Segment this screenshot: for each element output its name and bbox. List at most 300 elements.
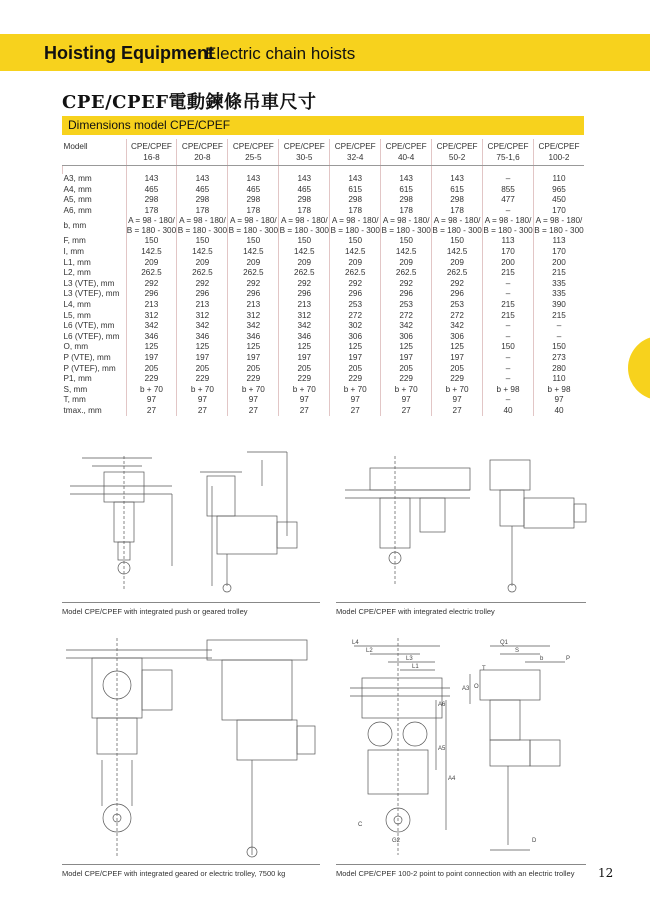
table-cell: 296 (228, 289, 279, 300)
cell-line: B = 180 - 300 (432, 226, 482, 236)
table-cell: 27 (228, 406, 279, 417)
table-cell: 27 (432, 406, 483, 417)
table-cell: 213 (177, 300, 228, 311)
table-cell: 200 (483, 258, 534, 269)
table-cell: 125 (279, 342, 330, 353)
cell-line: B = 180 - 300 (330, 226, 380, 236)
table-row (63, 258, 585, 269)
table-cell: – (483, 374, 534, 385)
cell-line: B = 180 - 300 (228, 226, 279, 236)
table-row (63, 406, 585, 417)
column-header-size: 75-1,6 (496, 153, 520, 162)
cell-line: A = 98 - 180/ (230, 216, 277, 226)
table-cell: 110 (534, 174, 585, 185)
table-cell: 197 (381, 353, 432, 364)
table-cell: 335 (534, 289, 585, 300)
table-cell: – (483, 279, 534, 290)
column-header (483, 139, 534, 166)
drawing-electric-trolley (340, 446, 590, 596)
table-cell: 965 (534, 185, 585, 196)
table-cell: 143 (381, 174, 432, 185)
table-cell: 342 (381, 321, 432, 332)
column-header (330, 139, 381, 166)
column-header (126, 139, 177, 166)
table-cell: 97 (534, 395, 585, 406)
table-cell: 213 (126, 300, 177, 311)
table-cell: 209 (126, 258, 177, 269)
table-row (63, 174, 585, 185)
table-cell: 97 (177, 395, 228, 406)
row-label: tmax., mm (63, 405, 102, 415)
table-cell: 197 (330, 353, 381, 364)
row-label: A6, mm (63, 205, 92, 215)
table-cell: 306 (432, 332, 483, 343)
section-title: Dimensions model CPE/CPEF (68, 118, 231, 132)
table-cell: 178 (279, 206, 330, 217)
table-row (63, 185, 585, 196)
row-label: T, mm (63, 395, 86, 405)
table-cell: 229 (279, 374, 330, 385)
table-cell: b + 70 (228, 385, 279, 396)
row-label: L6 (VTE), mm (63, 321, 115, 331)
table-cell: 477 (483, 195, 534, 206)
spacer-cell (534, 166, 585, 175)
table-cell: – (483, 395, 534, 406)
table-cell (381, 216, 432, 236)
table-cell: 142.5 (126, 247, 177, 258)
cell-line: A = 98 - 180/ (179, 216, 226, 226)
table-cell: 465 (228, 185, 279, 196)
caption-divider (336, 864, 586, 865)
table-cell: 342 (126, 321, 177, 332)
table-cell: 205 (126, 364, 177, 375)
column-header (432, 139, 483, 166)
label-b: b (540, 656, 544, 662)
table-header-row (63, 139, 585, 166)
row-label: O, mm (63, 342, 89, 352)
page-number: 12 (598, 866, 614, 880)
table-cell: 855 (483, 185, 534, 196)
table-cell: 465 (126, 185, 177, 196)
table-cell: 125 (228, 342, 279, 353)
table-cell: 142.5 (228, 247, 279, 258)
table-cell: 40 (483, 406, 534, 417)
table-cell: 215 (534, 311, 585, 322)
table-cell: 262.5 (330, 268, 381, 279)
column-header (534, 139, 585, 166)
table-cell: 298 (330, 195, 381, 206)
table-cell (177, 216, 228, 236)
cell-line: A = 98 - 180/ (535, 216, 583, 226)
table-cell: 215 (483, 268, 534, 279)
table-row (63, 236, 585, 247)
label-l2: L2 (366, 648, 373, 654)
table-cell: 110 (534, 374, 585, 385)
table-cell: 306 (330, 332, 381, 343)
table-cell: 125 (126, 342, 177, 353)
table-cell: – (483, 332, 534, 343)
table-cell: 205 (177, 364, 228, 375)
table-cell: 298 (279, 195, 330, 206)
table-cell: 178 (228, 206, 279, 217)
table-cell: 209 (432, 258, 483, 269)
table-cell: 178 (177, 206, 228, 217)
table-cell: 27 (177, 406, 228, 417)
column-header-size: 50-2 (448, 153, 466, 162)
table-cell: 262.5 (228, 268, 279, 279)
table-cell: 262.5 (177, 268, 228, 279)
dimensions-table (62, 139, 584, 416)
table-cell: 390 (534, 300, 585, 311)
table-cell: 170 (534, 206, 585, 217)
label-a3: A3 (462, 686, 470, 692)
label-c: C (358, 822, 363, 828)
table-cell: 215 (534, 268, 585, 279)
label-a6: A6 (438, 702, 446, 708)
table-cell: b + 98 (534, 385, 585, 396)
table-cell: – (483, 174, 534, 185)
row-label: P1, mm (63, 374, 92, 384)
table-cell: 298 (381, 195, 432, 206)
caption-fig1: Model CPE/CPEF with integrated push or geared trolley (62, 607, 248, 616)
table-cell: 342 (279, 321, 330, 332)
column-header-model: CPE/CPEF (130, 142, 172, 151)
table-cell: 97 (279, 395, 330, 406)
table-cell: 296 (432, 289, 483, 300)
table-cell: 97 (126, 395, 177, 406)
table-cell: 615 (330, 185, 381, 196)
table-cell: 150 (177, 236, 228, 247)
table-cell: 143 (126, 174, 177, 185)
row-label: P (VTEF), mm (63, 363, 116, 373)
table-cell: 125 (432, 342, 483, 353)
row-label: L1, mm (63, 257, 91, 267)
table-cell: 170 (534, 247, 585, 258)
table-cell: 27 (330, 406, 381, 417)
cell-line: A = 98 - 180/ (128, 216, 175, 226)
table-cell: 615 (381, 185, 432, 196)
table-cell: 296 (381, 289, 432, 300)
spacer-cell (228, 166, 279, 175)
table-cell: 302 (330, 321, 381, 332)
table-cell: 150 (228, 236, 279, 247)
header-sub: Electric chain hoists (205, 44, 356, 63)
table-cell: 312 (126, 311, 177, 322)
table-cell: 292 (381, 279, 432, 290)
page-title: CPE/CPEF電動鍊條吊車尺寸 (62, 92, 317, 113)
table-cell: 215 (483, 300, 534, 311)
cell-line: A = 98 - 180/ (280, 216, 328, 226)
table-cell: 346 (228, 332, 279, 343)
table-cell: 205 (279, 364, 330, 375)
table-cell: 615 (432, 185, 483, 196)
table-row (63, 311, 585, 322)
drawing-100-2-point-to-point (340, 630, 590, 862)
table-cell: 197 (432, 353, 483, 364)
table-cell: 178 (126, 206, 177, 217)
label-o: O (474, 684, 479, 690)
table-cell: 205 (381, 364, 432, 375)
table-row (63, 364, 585, 375)
table-cell: 178 (432, 206, 483, 217)
table-cell: 342 (228, 321, 279, 332)
table-row (63, 300, 585, 311)
table-cell: 272 (381, 311, 432, 322)
table-cell: 292 (279, 279, 330, 290)
column-header-size: 30-5 (296, 153, 313, 162)
table-cell: 229 (330, 374, 381, 385)
table-cell: – (534, 332, 585, 343)
spacer-cell (177, 166, 228, 175)
column-header-size: 32-4 (347, 153, 364, 162)
table-cell: 197 (126, 353, 177, 364)
column-header-model: CPE/CPEF (334, 142, 376, 151)
caption-fig4: Model CPE/CPEF 100-2 point to point connection with an electric trolley (336, 869, 575, 878)
table-cell: 209 (228, 258, 279, 269)
table-cell: 150 (279, 236, 330, 247)
label-g2: G2 (392, 838, 401, 844)
row-label: A5, mm (63, 195, 92, 205)
table-spacer (63, 166, 585, 175)
table-cell: 342 (432, 321, 483, 332)
cell-line: B = 180 - 300 (279, 226, 329, 236)
table-cell (228, 216, 279, 236)
table-cell: 346 (279, 332, 330, 343)
table-cell: 229 (177, 374, 228, 385)
table-cell (534, 216, 585, 236)
table-row (63, 321, 585, 332)
table-cell: 209 (279, 258, 330, 269)
table-cell: b + 70 (381, 385, 432, 396)
column-header-size: 25-5 (245, 153, 262, 162)
table-cell: 229 (228, 374, 279, 385)
table-cell: 27 (126, 406, 177, 417)
label-s: S (515, 648, 520, 654)
cell-line: B = 180 - 300 (177, 226, 228, 236)
table-cell: b + 70 (330, 385, 381, 396)
table-cell: 229 (126, 374, 177, 385)
table-cell: 143 (228, 174, 279, 185)
table-cell: 150 (534, 342, 585, 353)
table-cell (483, 216, 534, 236)
table-cell: 292 (432, 279, 483, 290)
table-cell: 178 (330, 206, 381, 217)
label-d: D (532, 838, 537, 844)
table-cell: – (483, 321, 534, 332)
table-cell: 150 (126, 236, 177, 247)
table-cell: 262.5 (381, 268, 432, 279)
table-cell: 170 (483, 247, 534, 258)
table-cell: 142.5 (381, 247, 432, 258)
table-cell: 292 (330, 279, 381, 290)
row-label: F, mm (63, 236, 86, 246)
table-row (63, 385, 585, 396)
table-cell: 346 (126, 332, 177, 343)
table-cell (126, 216, 177, 236)
table-row (63, 279, 585, 290)
caption-fig2: Model CPE/CPEF with integrated electric trolley (336, 607, 495, 616)
cell-line: B = 180 - 300 (381, 226, 431, 236)
table-cell: – (483, 289, 534, 300)
table-cell: 197 (279, 353, 330, 364)
table-cell: – (483, 206, 534, 217)
table-cell: 142.5 (279, 247, 330, 258)
table-cell: 253 (432, 300, 483, 311)
table-row (63, 206, 585, 217)
table-cell: 296 (330, 289, 381, 300)
row-label: I, mm (63, 246, 84, 256)
section-bar (62, 116, 584, 135)
table-cell: 298 (177, 195, 228, 206)
table-corner: Modell (63, 139, 127, 166)
column-header-model: CPE/CPEF (385, 142, 427, 151)
table-cell: 205 (330, 364, 381, 375)
table-cell: 296 (279, 289, 330, 300)
table-cell: 298 (432, 195, 483, 206)
table-cell: 253 (381, 300, 432, 311)
side-tab (628, 336, 650, 400)
table-cell: b + 70 (432, 385, 483, 396)
caption-divider (62, 864, 320, 865)
table-cell: 296 (177, 289, 228, 300)
table-cell: 229 (432, 374, 483, 385)
table-row (63, 195, 585, 206)
table-cell: 150 (432, 236, 483, 247)
table-cell: 335 (534, 279, 585, 290)
spacer-cell (330, 166, 381, 175)
table-cell: 178 (381, 206, 432, 217)
table-cell: – (483, 353, 534, 364)
spacer-cell (483, 166, 534, 175)
table-row (63, 374, 585, 385)
table-cell: 150 (483, 342, 534, 353)
table-cell: 27 (381, 406, 432, 417)
table-cell: 143 (432, 174, 483, 185)
label-l3: L3 (406, 656, 413, 662)
table-cell: 298 (228, 195, 279, 206)
table-cell: 97 (381, 395, 432, 406)
row-label: A4, mm (63, 184, 92, 194)
column-header-model: CPE/CPEF (436, 142, 478, 151)
table-cell: 209 (330, 258, 381, 269)
table-cell: 292 (177, 279, 228, 290)
table-cell: 197 (228, 353, 279, 364)
table-cell: 312 (177, 311, 228, 322)
table-cell: 342 (177, 321, 228, 332)
table-row (63, 268, 585, 279)
table-row (63, 216, 585, 236)
table-cell: 143 (279, 174, 330, 185)
table-cell: 312 (228, 311, 279, 322)
spacer-cell (381, 166, 432, 175)
spacer-cell (432, 166, 483, 175)
column-header-size: 40-4 (397, 153, 415, 162)
table-cell: 97 (432, 395, 483, 406)
table-cell: 229 (381, 374, 432, 385)
table-cell: 27 (279, 406, 330, 417)
table-cell: 143 (330, 174, 381, 185)
table-cell: 262.5 (126, 268, 177, 279)
cell-line: B = 180 - 300 (534, 226, 584, 236)
label-q1: Q1 (500, 640, 509, 646)
table-cell: 125 (330, 342, 381, 353)
table-cell: 296 (126, 289, 177, 300)
table-row (63, 342, 585, 353)
column-header-model: CPE/CPEF (487, 142, 529, 151)
table-cell: b + 70 (177, 385, 228, 396)
spacer-cell (63, 166, 127, 175)
table-cell: 125 (381, 342, 432, 353)
table-cell: 273 (534, 353, 585, 364)
table-cell: b + 70 (126, 385, 177, 396)
caption-fig3: Model CPE/CPEF with integrated geared or electric trolley, 7500 kg (62, 869, 286, 878)
row-label: b, mm (63, 221, 87, 231)
table-cell: 312 (279, 311, 330, 322)
spacer-cell (126, 166, 177, 175)
table-cell: b + 98 (483, 385, 534, 396)
table-cell: 197 (177, 353, 228, 364)
table-cell: – (483, 364, 534, 375)
table-cell: 272 (432, 311, 483, 322)
table-cell: 150 (381, 236, 432, 247)
cell-line: B = 180 - 300 (126, 226, 177, 236)
column-header-model: CPE/CPEF (181, 142, 223, 151)
column-header (279, 139, 330, 166)
row-label: S, mm (63, 384, 88, 394)
table-cell: 205 (432, 364, 483, 375)
table-cell: 200 (534, 258, 585, 269)
caption-divider (62, 602, 320, 603)
column-header-model: CPE/CPEF (538, 142, 580, 151)
label-a5: A5 (438, 746, 446, 752)
table-cell: 272 (330, 311, 381, 322)
table-cell: 209 (177, 258, 228, 269)
column-header (177, 139, 228, 166)
table-cell: 213 (228, 300, 279, 311)
table-cell: 262.5 (279, 268, 330, 279)
table-cell: 306 (381, 332, 432, 343)
label-l4: L4 (352, 640, 359, 646)
label-l1: L1 (412, 664, 419, 670)
column-header-size: 100-2 (548, 153, 570, 162)
table-row (63, 247, 585, 258)
column-header-size: 16-8 (143, 153, 160, 162)
drawing-7500kg-trolley (62, 630, 322, 862)
table-cell: 125 (177, 342, 228, 353)
table-cell: 142.5 (330, 247, 381, 258)
table-cell: 113 (483, 236, 534, 247)
cell-line: A = 98 - 180/ (382, 216, 430, 226)
table-cell: 40 (534, 406, 585, 417)
column-header-model: CPE/CPEF (232, 142, 274, 151)
table-cell: 143 (177, 174, 228, 185)
table-cell: b + 70 (279, 385, 330, 396)
table-cell: 450 (534, 195, 585, 206)
column-header-size: 20-8 (194, 153, 211, 162)
label-p: P (566, 656, 571, 662)
table-row (63, 332, 585, 343)
row-label: L2, mm (63, 268, 91, 278)
table-cell: 292 (126, 279, 177, 290)
cell-line: A = 98 - 180/ (331, 216, 379, 226)
header-band (0, 34, 650, 71)
table-cell: 142.5 (177, 247, 228, 258)
table-cell: 298 (126, 195, 177, 206)
column-header (228, 139, 279, 166)
table-cell: 253 (330, 300, 381, 311)
table-cell: 215 (483, 311, 534, 322)
table-cell (330, 216, 381, 236)
